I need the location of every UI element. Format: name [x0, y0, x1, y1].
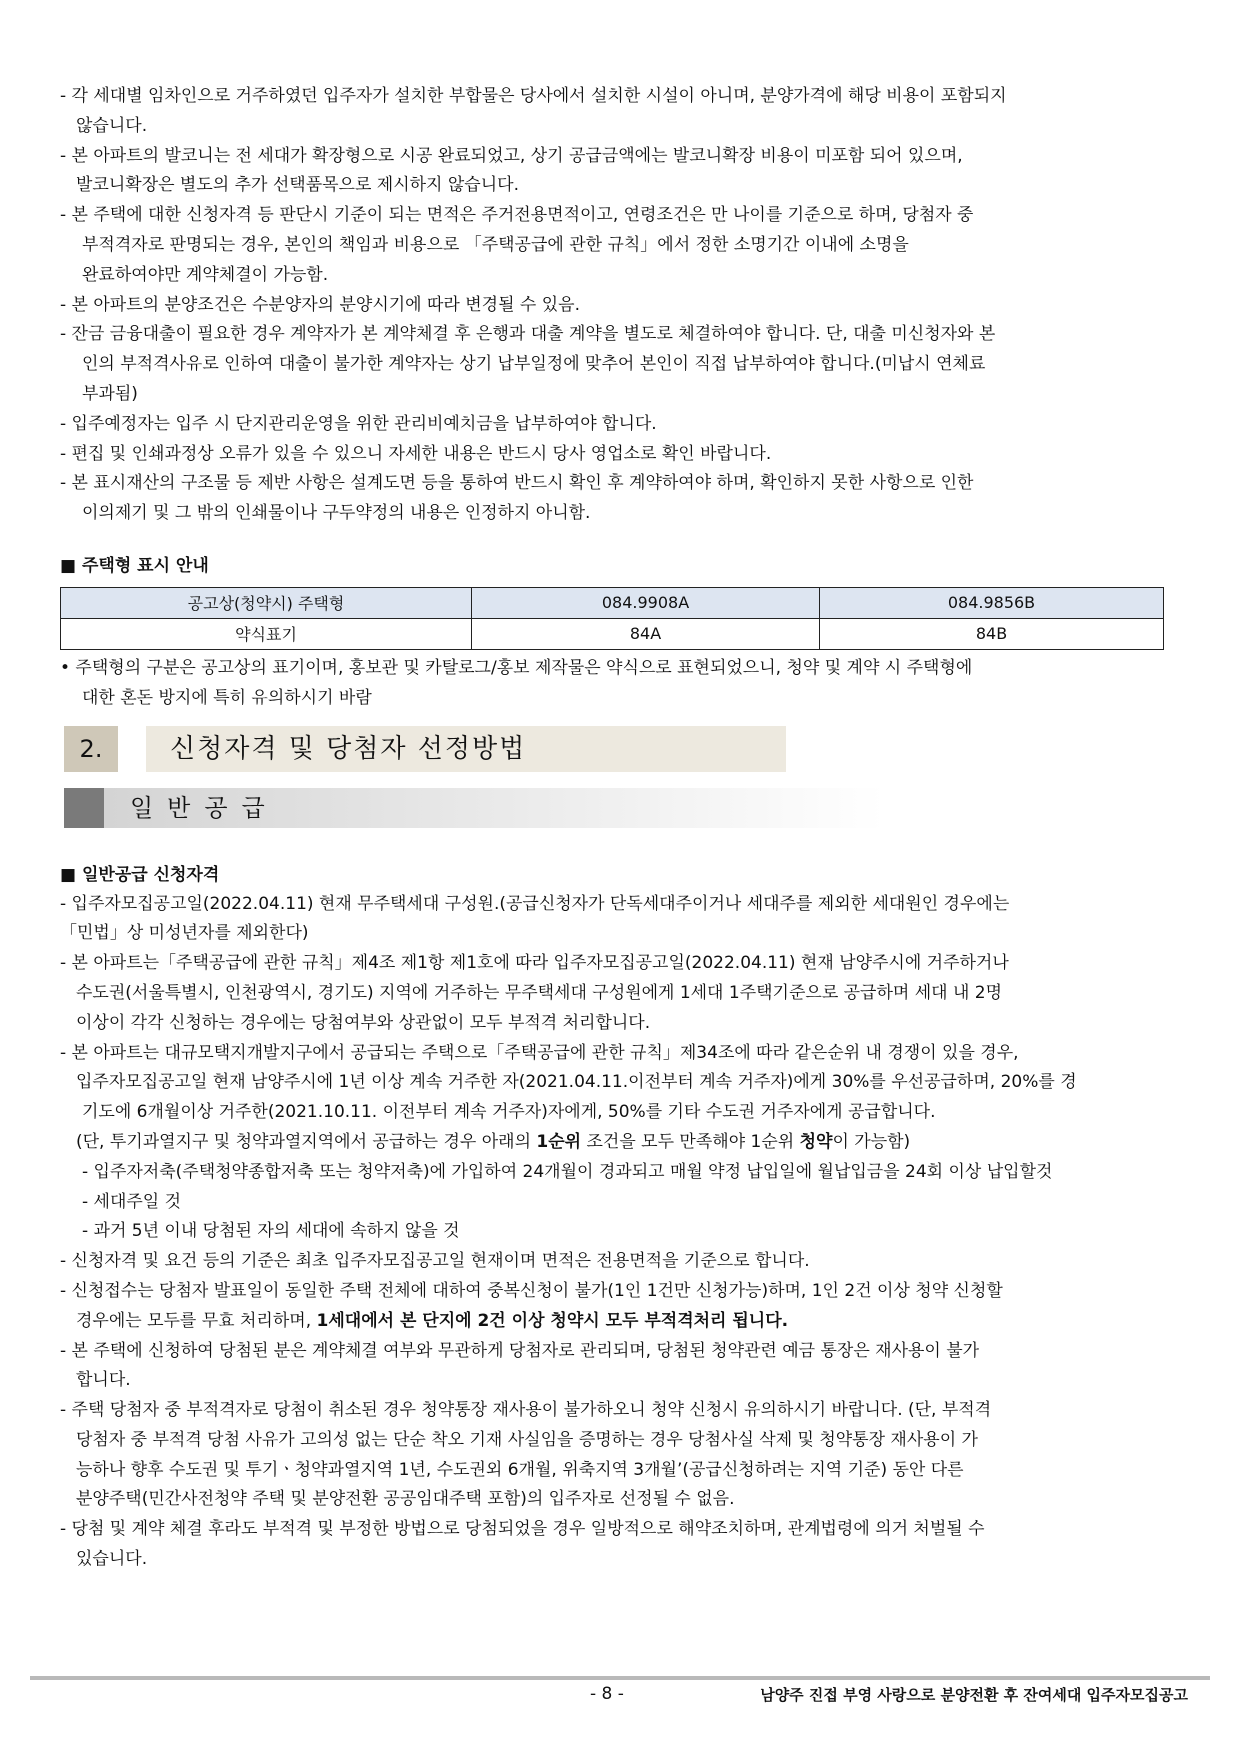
eligibility-line: 당첨자 중 부적격 당첨 사유가 고의성 없는 단순 착오 기재 사실임을 증명하는 경우 당첨사실 삭제 및 청약통장 재사용이 가: [76, 1429, 978, 1450]
note-line: - 본 주택에 대한 신청자격 등 판단시 기준이 되는 면적은 주거전용면적이고, 연령조건은 만 나이를 기준으로 하며, 당첨자 중: [60, 205, 974, 226]
note-line: 완료하여야만 계약체결이 가능함.: [82, 264, 329, 285]
note-line: 않습니다.: [76, 115, 148, 136]
note-line: - 본 표시재산의 구조물 등 제반 사항은 설계도면 등을 통하여 반드시 확인 후 계약하여야 하며, 확인하지 못한 사항으로 인한: [60, 473, 974, 494]
page-number: - 8 -: [590, 1684, 624, 1704]
eligibility-line: 있습니다.: [76, 1549, 148, 1570]
text-span: 이 가능함): [832, 1131, 911, 1152]
table-cell: 84B: [820, 618, 1164, 649]
note-line: - 각 세대별 임차인으로 거주하였던 입주자가 설치한 부합물은 당사에서 설치한 시설이 아니며, 분양가격에 해당 비용이 포함되지: [60, 86, 1007, 106]
housing-type-note: 대한 혼돈 방지에 특히 유의하시기 바람: [82, 687, 372, 708]
eligibility-line: 능하나 향후 수도권 및 투기ㆍ청약과열지역 1년, 수도권외 6개월, 위축지역 3개월’(공급신청하려는 지역 기준) 동안 다른: [76, 1459, 964, 1480]
housing-type-note: • 주택형의 구분은 공고상의 표기이며, 홍보관 및 카탈로그/홍보 제작물은 약식으로 표현되었으니, 청약 및 계약 시 주택형에: [60, 657, 973, 678]
eligibility-line: - 주택 당첨자 중 부적격자로 당첨이 취소된 경우 청약통장 재사용이 불가하오니 청약 신청시 유의하시기 바랍니다. (단, 부적격: [60, 1400, 992, 1421]
table-cell: 084.9908A: [472, 587, 820, 618]
table-row: [61, 618, 1164, 649]
subsection-marker: [64, 788, 104, 828]
eligibility-line: - 신청접수는 당첨자 발표일이 동일한 주택 전체에 대하여 중복신청이 불가(1인 1건만 신청가능)하며, 1인 2건 이상 청약 신청할: [60, 1280, 1003, 1301]
chapter-heading: [60, 726, 1190, 774]
eligibility-subline: - 과거 5년 이내 당첨된 자의 세대에 속하지 않을 것: [82, 1221, 460, 1242]
text-span-bold: 1순위: [536, 1131, 582, 1152]
note-line: - 편집 및 인쇄과정상 오류가 있을 수 있으니 자세한 내용은 반드시 당사 영업소로 확인 바랍니다.: [60, 443, 772, 464]
eligibility-line: 합니다.: [76, 1370, 131, 1391]
eligibility-subline: - 세대주일 것: [82, 1191, 182, 1212]
note-line: 부과됨): [82, 383, 138, 404]
note-line: 이의제기 및 그 밖의 인쇄물이나 구두약정의 내용은 인정하지 아니함.: [82, 503, 591, 524]
note-line: 부적격자로 판명되는 경우, 본인의 책임과 비용으로 「주택공급에 관한 규칙」에서 정한 소명기간 이내에 소명을: [82, 234, 909, 255]
subsection-heading: [60, 788, 1190, 830]
note-line: 인의 부적격사유로 인하여 대출이 불가한 계약자는 상기 납부일정에 맞추어 본인이 직접 납부하여야 합니다.(미납시 연체료: [82, 354, 986, 375]
footer-divider: [30, 1676, 1210, 1680]
eligibility-line: - 당첨 및 계약 체결 후라도 부적격 및 부정한 방법으로 당첨되었을 경우 일방적으로 해약조치하며, 관계법령에 의거 처벌될 수: [60, 1519, 985, 1540]
note-line: - 본 아파트의 발코니는 전 세대가 확장형으로 시공 완료되었고, 상기 공급금액에는 발코니확장 비용이 미포함 되어 있으며,: [60, 145, 963, 166]
subsection-title: 일반공급: [130, 793, 279, 822]
note-line: - 입주예정자는 입주 시 단지관리운영을 위한 관리비예치금을 납부하여야 합니다.: [60, 413, 657, 434]
table-cell: 084.9856B: [820, 587, 1164, 618]
eligibility-line: - 본 주택에 신청하여 당첨된 분은 계약체결 여부와 무관하게 당첨자로 관리되며, 당첨된 청약관련 예금 통장은 재사용이 불가: [60, 1340, 980, 1361]
table-cell: 84A: [472, 618, 820, 649]
eligibility-line: 「민법」상 미성년자를 제외한다): [60, 923, 309, 944]
eligibility-line: 입주자모집공고일 현재 남양주시에 1년 이상 계속 거주한 자(2021.04.11.이전부터 계속 거주자)에게 30%를 우선공급하며, 20%를 경: [76, 1072, 1077, 1093]
eligibility-line: 기도에 6개월이상 거주한(2021.10.11. 이전부터 계속 거주자)자에게, 50%를 기타 수도권 거주자에게 공급합니다.: [82, 1102, 936, 1123]
document-body: [60, 82, 1190, 1575]
text-span: 경우에는 모두를 무효 처리하며,: [76, 1310, 317, 1331]
text-span: 조건을 모두 만족해야 1순위: [581, 1131, 800, 1152]
footer-title: 남양주 진접 부영 사랑으로 분양전환 후 잔여세대 입주자모집공고: [760, 1686, 1188, 1704]
table-cell: 약식표기: [61, 618, 472, 649]
eligibility-subline: - 입주자저축(주택청약종합저축 또는 청약저축)에 가입하여 24개월이 경과되고 매월 약정 납입일에 월납입금을 24회 이상 납입할것: [82, 1161, 1053, 1182]
text-span: (단, 투기과열지구 및 청약과열지역에서 공급하는 경우 아래의: [76, 1131, 537, 1152]
eligibility-line: [60, 1307, 1190, 1337]
eligibility-line: - 본 아파트는「주택공급에 관한 규칙」제4조 제1항 제1호에 따라 입주자모집공고일(2022.04.11) 현재 남양주시에 거주하거나: [60, 953, 1009, 974]
eligibility-line: - 신청자격 및 요건 등의 기준은 최초 입주자모집공고일 현재이며 면적은 전용면적을 기준으로 합니다.: [60, 1251, 810, 1272]
text-span-bold: 1세대에서 본 단지에 2건 이상 청약시 모두 부적격처리 됩니다.: [316, 1310, 789, 1331]
chapter-number: 2.: [64, 726, 118, 772]
eligibility-line: 이상이 각각 신청하는 경우에는 당첨여부와 상관없이 모두 부적격 처리합니다.: [76, 1012, 651, 1033]
housing-type-table: [60, 587, 1164, 650]
eligibility-line: 수도권(서울특별시, 인천광역시, 경기도) 지역에 거주하는 무주택세대 구성원에게 1세대 1주택기준으로 공급하며 세대 내 2명: [76, 982, 1003, 1003]
eligibility-line: - 입주자모집공고일(2022.04.11) 현재 무주택세대 구성원.(공급신청자가 단독세대주이거나 세대주를 제외한 세대원인 경우에는: [60, 893, 1010, 914]
table-cell: 공고상(청약시) 주택형: [61, 587, 472, 618]
table-row: [61, 587, 1164, 618]
eligibility-line: [60, 1128, 1190, 1158]
housing-type-heading: ■ 주택형 표시 안내: [60, 555, 209, 576]
note-line: 발코니확장은 별도의 추가 선택품목으로 제시하지 않습니다.: [76, 175, 519, 196]
chapter-title: 신청자격 및 당첨자 선정방법: [146, 726, 786, 772]
note-line: - 잔금 금융대출이 필요한 경우 계약자가 본 계약체결 후 은행과 대출 계약을 별도로 체결하여야 합니다. 단, 대출 미신청자와 본: [60, 324, 996, 345]
eligibility-heading: ■ 일반공급 신청자격: [60, 864, 220, 885]
eligibility-line: - 본 아파트는 대규모택지개발지구에서 공급되는 주택으로「주택공급에 관한 규칙」제34조에 따라 같은순위 내 경쟁이 있을 경우,: [60, 1042, 1019, 1063]
note-line: - 본 아파트의 분양조건은 수분양자의 분양시기에 따라 변경될 수 있음.: [60, 294, 580, 315]
text-span-bold: 청약: [799, 1131, 833, 1152]
eligibility-line: 분양주택(민간사전청약 주택 및 분양전환 공공임대주택 포함)의 입주자로 선정될 수 없음.: [76, 1489, 735, 1510]
